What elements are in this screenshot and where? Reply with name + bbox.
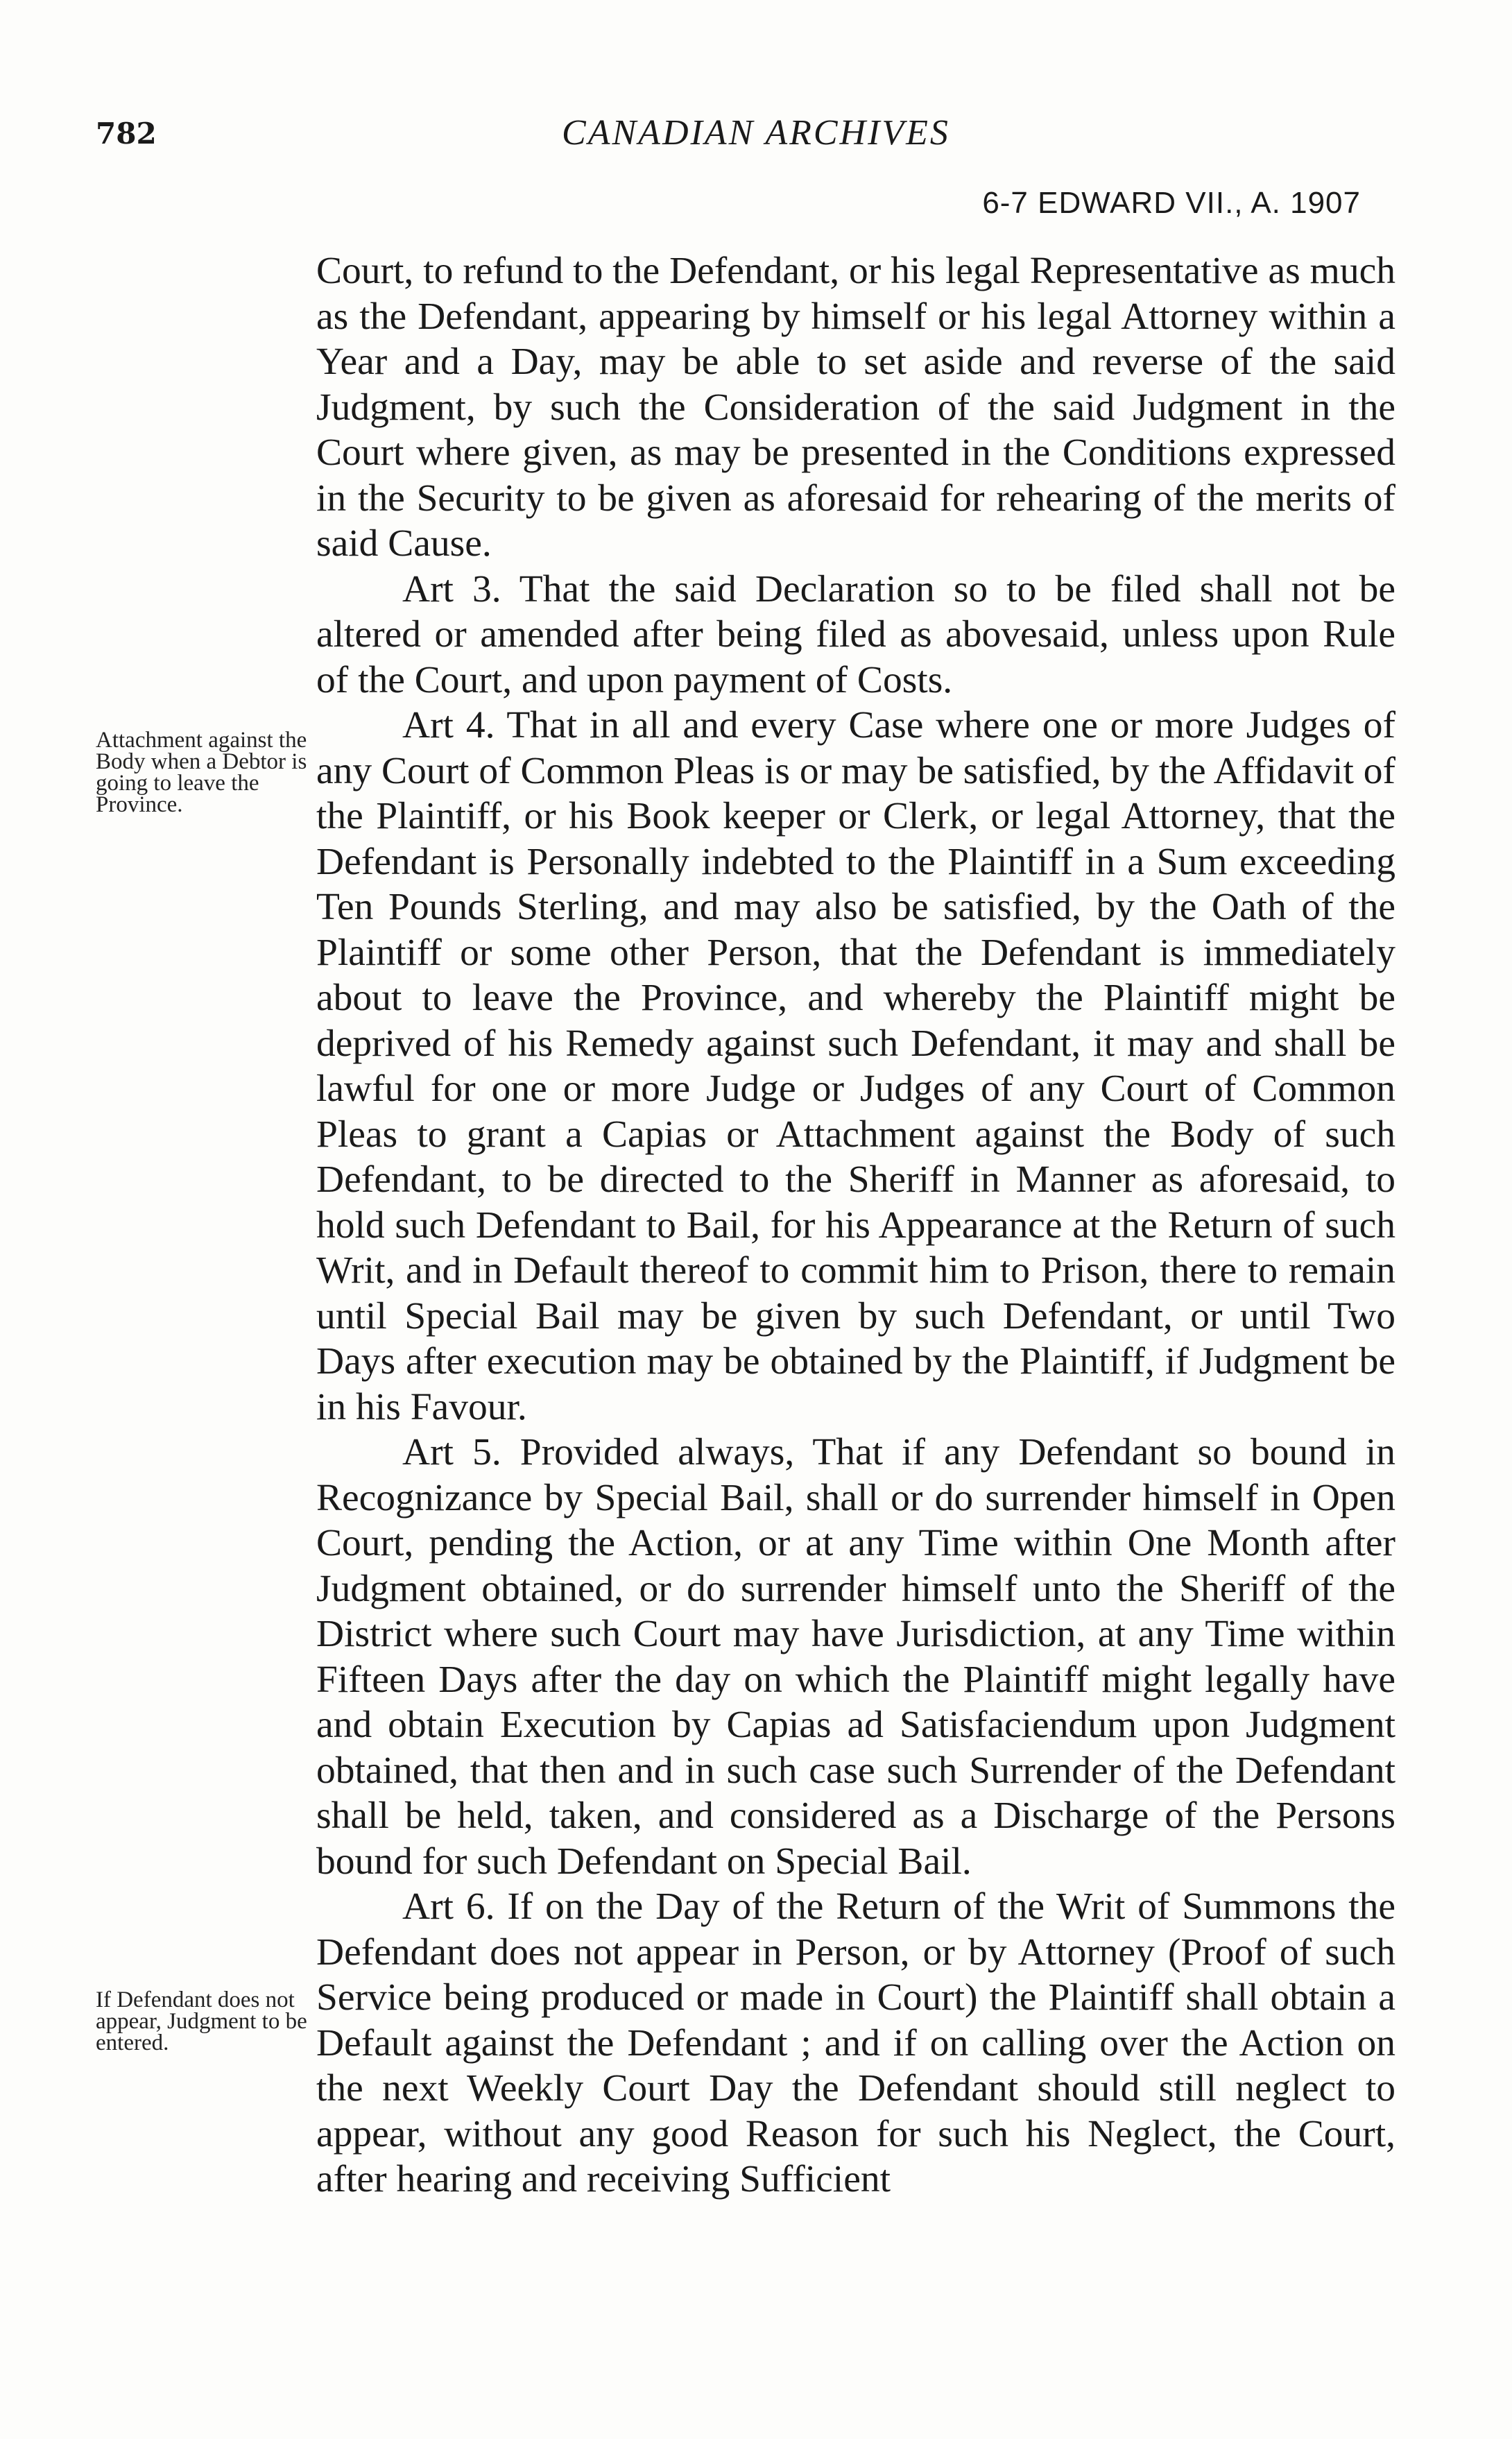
session-label: 6-7 EDWARD VII., A. 1907: [982, 186, 1361, 220]
margin-note-attachment: Attachment against the Body when a Debtor is going to leave the Province.: [96, 728, 307, 817]
running-title: CANADIAN ARCHIVES: [562, 113, 950, 153]
paragraph-art-6: Art 6. If on the Day of the Return of the Writ of Summons the Defendant does not appear in Person, or by Attorney (Proof of such Service being produced or made in Court) the Plaintiff shall obtain a Default against the Defendant ; and if on calling over the Action on the next Weekly Court Day the Defendant should still neglect to appear, without any good Reason for such his Neglect, the Court, after hearing and receiving Sufficient: [316, 1885, 1395, 2200]
paragraph-art-5: Art 5. Provided always, That if any Defendant so bound in Recognizance by Special Bail, shall or do surrender himself in Open Court, pending the Action, or at any Time within One Month after Judgment obtained, or do surrender himself unto the Sheriff of the District where such Court may have Jurisdiction, at any Time within Fifteen Days after the day on which the Plaintiff might legally have and obtain Execution by Capias ad Satisfaciendum upon Judgment obtained, that then and in such case such Surrender of the Defendant shall be held, taken, and considered as a Discharge of the Persons bound for such Defendant on Special Bail.: [316, 1431, 1395, 1883]
paragraph-art-4: Art 4. That in all and every Case where one or more Judges of any Court of Common Pleas is or may be satisfied, by the Affidavit of the Plaintiff, or his Book keeper or Clerk, or legal Attorney, that the Defendant is Personally indebted to the Plaintiff in a Sum exceeding Ten Pounds Sterling, and may also be satisfied, by the Oath of the Plaintiff or some other Person, that the Defendant is immediately about to leave the Province, and whereby the Plaintiff might be deprived of his Remedy against such Defendant, it may and shall be lawful for one or more Judge or Judges of any Court of Common Pleas to grant a Capias or Attachment against the Body of such Defendant, to be directed to the Sheriff in Manner as aforesaid, to hold such Defendant to Bail, for his Appearance at the Return of such Writ, and in Default thereof to commit him to Prison, there to remain until Special Bail may be given by such Defendant, or until Two Days after execution may be obtained by the Plaintiff, if Judgment be in his Favour.: [316, 704, 1395, 1428]
page-number: 782: [96, 117, 157, 151]
body-text: [316, 248, 1395, 2202]
margin-note-default: If Defendant does not appear, Judgment to be entered.: [96, 1987, 307, 2055]
paragraph-art-3: Art 3. That the said Declaration so to be filed shall not be altered or amended after being filed as abovesaid, unless upon Rule of the Court, and upon payment of Costs.: [316, 567, 1395, 701]
paragraph-continuation: Court, to refund to the Defendant, or his legal Representative as much as the Defendant, appearing by himself or his legal Attorney within a Year and a Day, may be able to set aside and reverse of the said Judgment, by such the Consideration of the said Judgment in the Court where given, as may be presented in the Conditions expressed in the Security to be given as aforesaid for rehearing of the merits of said Cause.: [316, 250, 1395, 565]
